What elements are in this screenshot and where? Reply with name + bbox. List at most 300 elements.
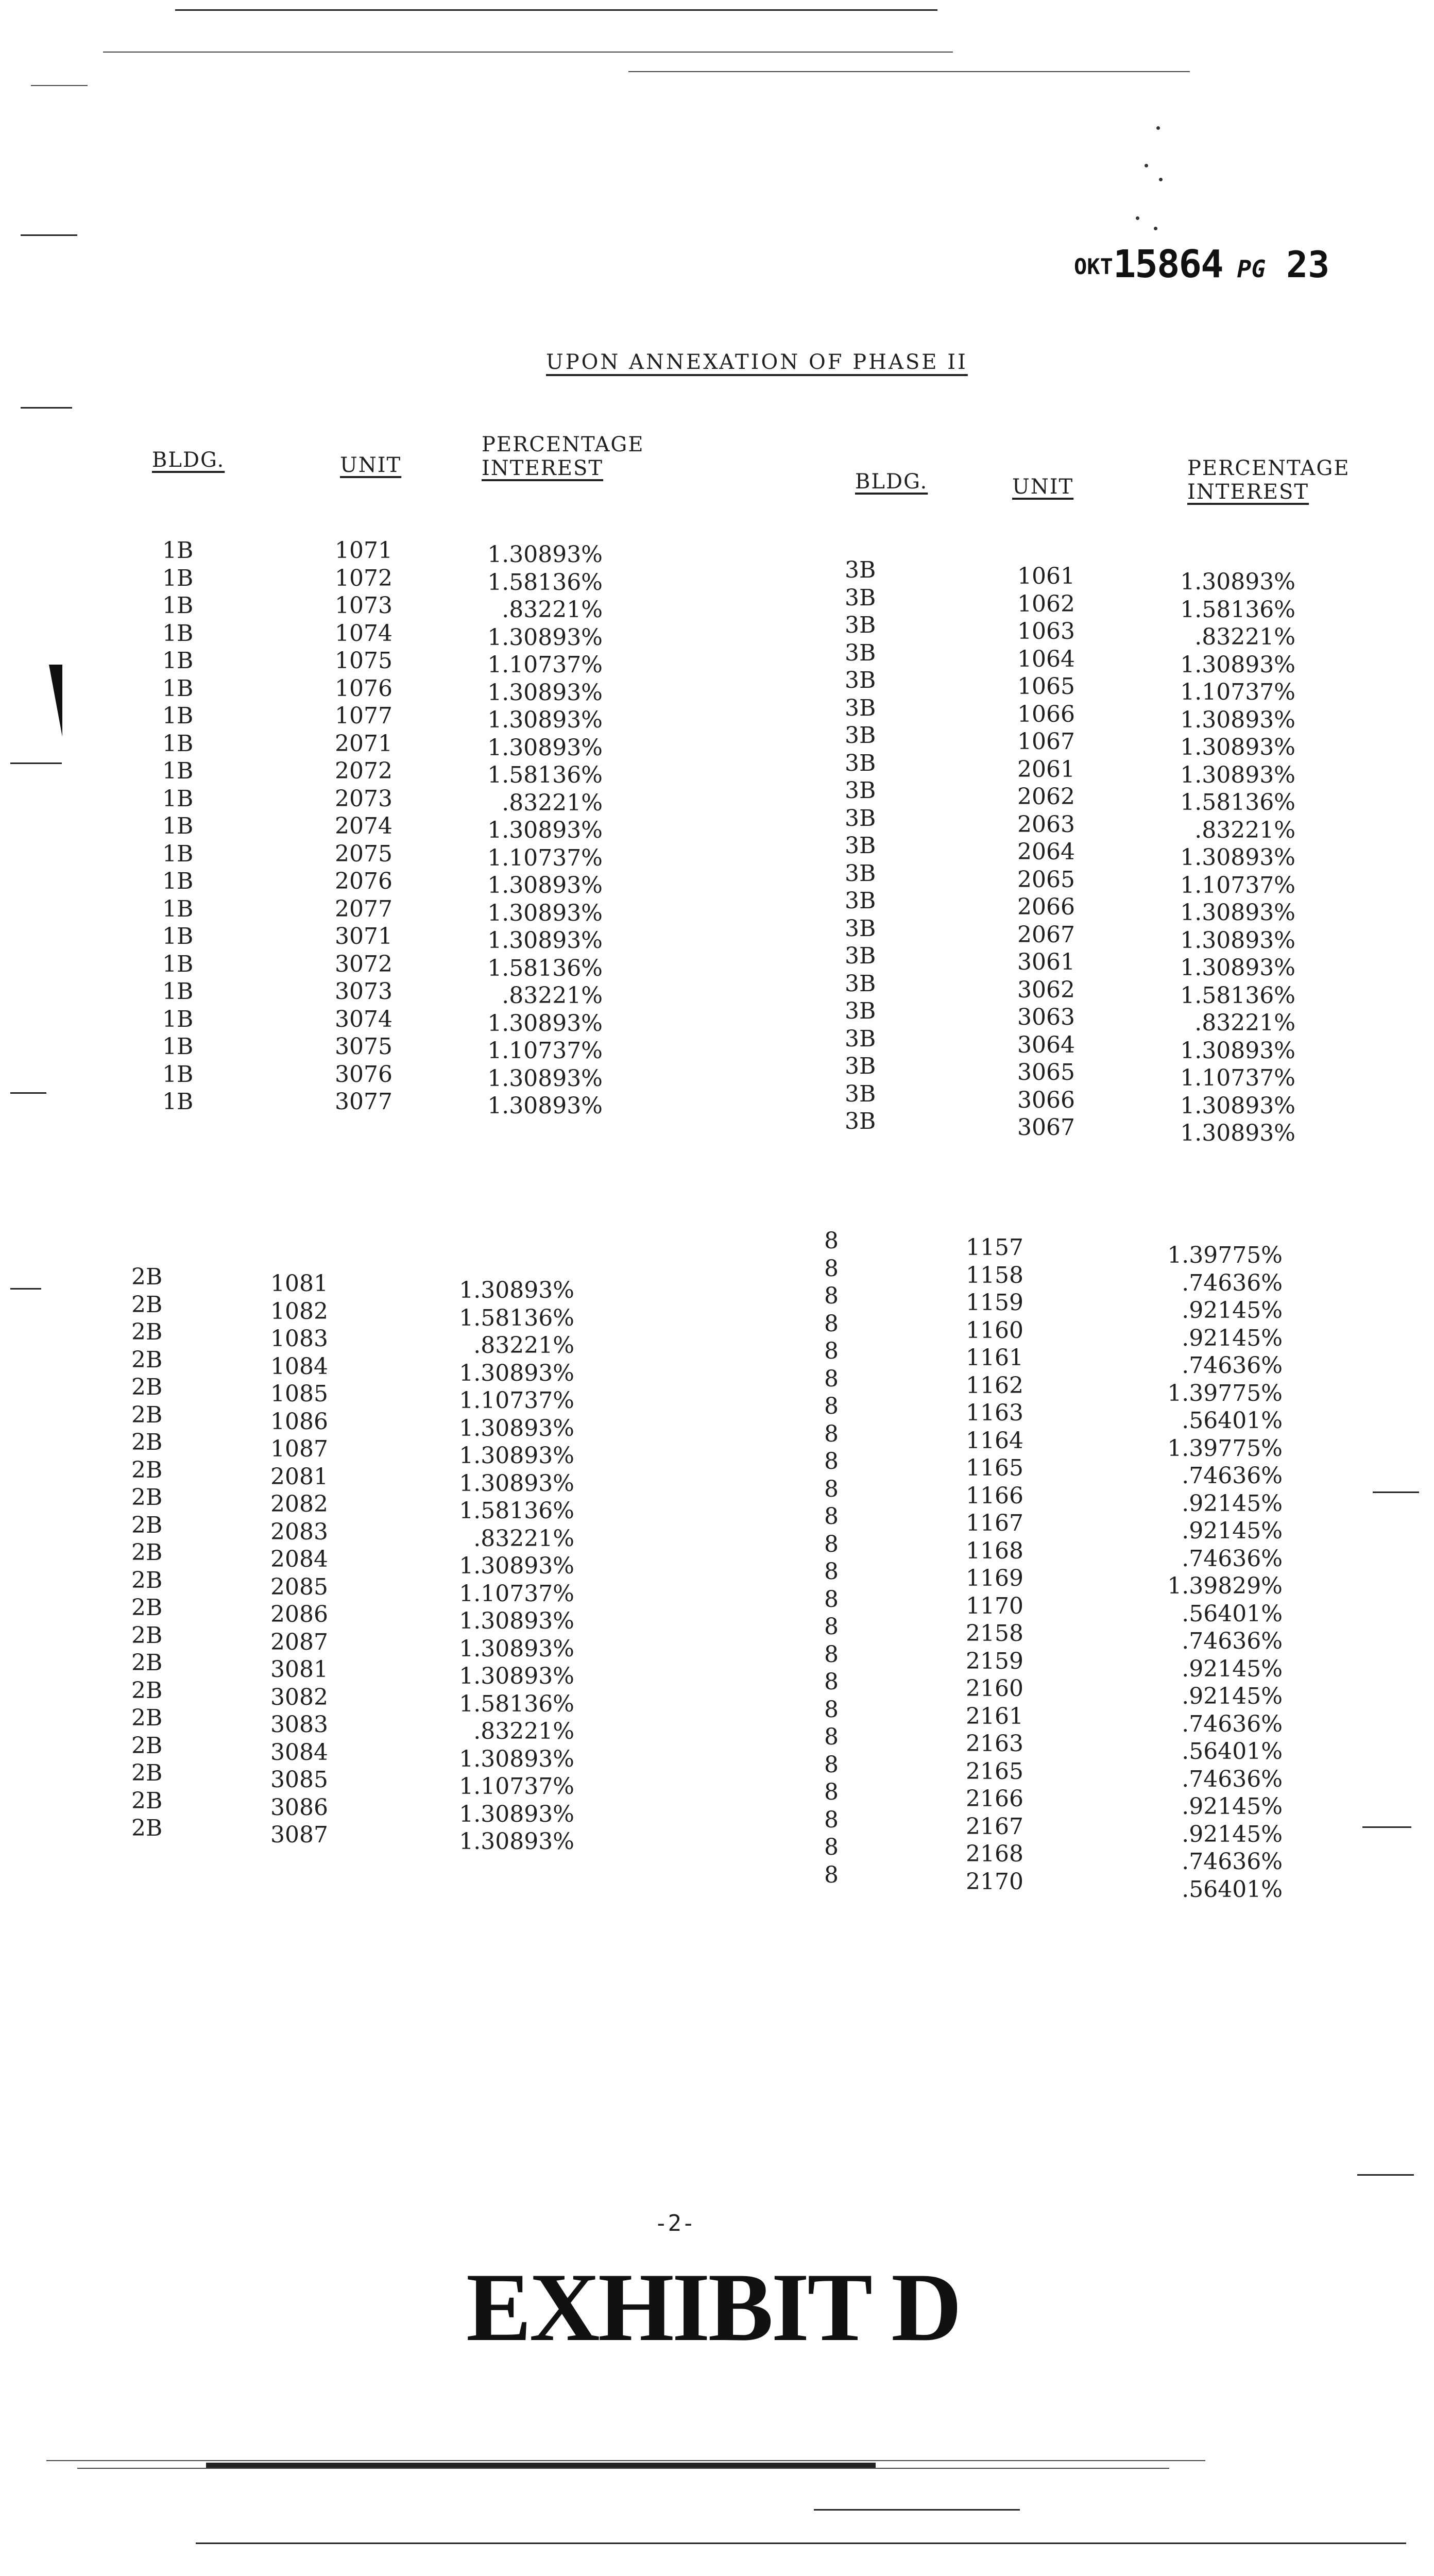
unit-cell: 2083 xyxy=(270,1518,328,1545)
unit-cell: 3074 xyxy=(335,1006,392,1032)
bldg-cell: 1B xyxy=(162,785,194,812)
percentage-cell: 1.58136% xyxy=(1180,982,1295,1009)
bldg-cell: 8 xyxy=(824,1834,839,1860)
bldg-cell: 3B xyxy=(845,860,876,887)
scan-artifact-dot xyxy=(1156,126,1160,130)
bldg-cell: 2B xyxy=(131,1760,163,1786)
unit-cell: 2158 xyxy=(966,1620,1023,1647)
unit-cell: 2064 xyxy=(1017,839,1075,865)
bldg-cell: 3B xyxy=(845,805,876,832)
bldg-cell: 8 xyxy=(824,1531,839,1557)
unit-cell: 3087 xyxy=(270,1822,328,1848)
bldg-cell: 1B xyxy=(162,703,194,729)
unit-cell: 1164 xyxy=(966,1427,1023,1454)
percentage-cell: .83221% xyxy=(502,789,603,816)
percentage-cell: .92145% xyxy=(1182,1490,1283,1517)
bldg-cell: 1B xyxy=(162,1033,194,1060)
percentage-cell: 1.30893% xyxy=(459,1608,574,1634)
unit-cell: 2067 xyxy=(1017,921,1075,948)
page-prefix: PG xyxy=(1237,255,1266,283)
percentage-cell: 1.39775% xyxy=(1167,1435,1283,1462)
percentage-cell: .92145% xyxy=(1182,1325,1283,1351)
percentage-cell: 1.30893% xyxy=(459,1828,574,1855)
bldg-cell: 1B xyxy=(162,895,194,922)
bldg-cell: 8 xyxy=(824,1393,839,1419)
unit-cell: 2161 xyxy=(966,1703,1023,1730)
bldg-cell: 8 xyxy=(824,1283,839,1309)
bldg-cell: 1B xyxy=(162,868,194,894)
unit-cell: 2072 xyxy=(335,758,392,784)
percentage-cell: 1.30893% xyxy=(1180,569,1295,595)
percentage-cell: 1.30893% xyxy=(1180,844,1295,871)
percentage-cell: 1.30893% xyxy=(487,1065,603,1092)
bldg-cell: 2B xyxy=(131,1650,163,1676)
unit-cell: 2076 xyxy=(335,868,392,894)
page-title: UPON ANNEXATION OF PHASE II xyxy=(546,350,968,374)
bldg-cell: 2B xyxy=(131,1374,163,1400)
scan-artifact-dot xyxy=(1154,227,1157,230)
unit-cell: 2071 xyxy=(335,730,392,757)
bldg-cell: 3B xyxy=(845,1025,876,1052)
scan-artifact-line xyxy=(206,2463,876,2468)
percentage-cell: .92145% xyxy=(1182,1518,1283,1544)
bldg-cell: 8 xyxy=(824,1724,839,1750)
percentage-cell: 1.10737% xyxy=(459,1387,574,1414)
scan-artifact-line xyxy=(175,9,937,11)
bldg-cell: 1B xyxy=(162,1061,194,1088)
percentage-cell: 1.58136% xyxy=(487,569,603,596)
unit-cell: 1083 xyxy=(270,1326,328,1352)
bldg-cell: 2B xyxy=(131,1346,163,1373)
scan-artifact-line xyxy=(21,407,72,409)
bldg-cell: 8 xyxy=(824,1338,839,1364)
pct-column-2b xyxy=(425,1277,574,1856)
unit-column-3b xyxy=(1017,563,1075,1142)
page-number: -2- xyxy=(654,2210,695,2236)
unit-cell: 3064 xyxy=(1017,1031,1075,1058)
unit-cell: 2087 xyxy=(270,1629,328,1655)
unit-column-8 xyxy=(966,1234,1023,1895)
unit-cell: 1159 xyxy=(966,1290,1023,1316)
bldg-cell: 2B xyxy=(131,1512,163,1538)
unit-cell: 3063 xyxy=(1017,1004,1075,1030)
percentage-cell: .83221% xyxy=(473,1332,574,1359)
unit-cell: 1169 xyxy=(966,1565,1023,1591)
unit-cell: 2061 xyxy=(1017,756,1075,783)
unit-cell: 1160 xyxy=(966,1317,1023,1344)
unit-cell: 2170 xyxy=(966,1868,1023,1895)
bldg-header-1b: BLDG. xyxy=(152,448,225,472)
unit-cell: 3072 xyxy=(335,951,392,977)
unit-cell: 1074 xyxy=(335,620,392,647)
bldg-cell: 8 xyxy=(824,1641,839,1668)
unit-cell: 1166 xyxy=(966,1482,1023,1509)
exhibit-label: EXHIBIT D xyxy=(466,2253,960,2362)
bldg-cell: 2B xyxy=(131,1429,163,1455)
bldg-cell: 1B xyxy=(162,675,194,702)
unit-cell: 1071 xyxy=(335,537,392,564)
unit-cell: 1063 xyxy=(1017,618,1075,645)
percentage-cell: .92145% xyxy=(1182,1821,1283,1848)
unit-cell: 1077 xyxy=(335,703,392,729)
unit-cell: 3077 xyxy=(335,1089,392,1115)
bldg-cell: 3B xyxy=(845,750,876,776)
percentage-cell: 1.10737% xyxy=(1180,1065,1295,1091)
bldg-cell: 8 xyxy=(824,1255,839,1282)
percentage-cell: 1.10737% xyxy=(459,1580,574,1607)
unit-cell: 1157 xyxy=(966,1234,1023,1261)
percentage-cell: 1.58136% xyxy=(487,955,603,981)
scan-artifact-line xyxy=(10,762,62,764)
unit-cell: 2160 xyxy=(966,1675,1023,1702)
bldg-cell: 8 xyxy=(824,1503,839,1530)
percentage-cell: .56401% xyxy=(1182,1600,1283,1627)
percentage-cell: .74636% xyxy=(1182,1463,1283,1489)
percentage-cell: 1.30893% xyxy=(487,927,603,954)
percentage-cell: 1.30893% xyxy=(459,1635,574,1662)
bldg-cell: 1B xyxy=(162,592,194,619)
percentage-cell: 1.30893% xyxy=(487,624,603,651)
unit-cell: 3083 xyxy=(270,1711,328,1738)
percentage-cell: .83221% xyxy=(1194,1010,1295,1036)
unit-cell: 2082 xyxy=(270,1491,328,1517)
pct-header-3b: PERCENTAGE INTEREST xyxy=(1187,456,1350,504)
bldg-cell: 8 xyxy=(824,1420,839,1447)
scan-artifact-line xyxy=(1362,1826,1411,1828)
percentage-cell: 1.30893% xyxy=(459,1470,574,1497)
percentage-cell: 1.30893% xyxy=(487,1093,603,1119)
unit-cell: 1061 xyxy=(1017,563,1075,589)
percentage-cell: 1.58136% xyxy=(1180,789,1295,816)
percentage-cell: .74636% xyxy=(1182,1352,1283,1379)
unit-cell: 2166 xyxy=(966,1786,1023,1812)
unit-cell: 3066 xyxy=(1017,1087,1075,1113)
bldg-cell: 3B xyxy=(845,584,876,611)
bldg-cell: 3B xyxy=(845,943,876,969)
unit-cell: 3071 xyxy=(335,923,392,950)
bldg-column-3b xyxy=(845,556,876,1136)
scan-artifact-line xyxy=(21,234,77,236)
bldg-cell: 1B xyxy=(162,758,194,784)
bldg-cell: 3B xyxy=(845,888,876,914)
percentage-cell: 1.30893% xyxy=(459,1801,574,1827)
percentage-cell: 1.30893% xyxy=(487,872,603,899)
unit-cell: 2165 xyxy=(966,1758,1023,1785)
unit-cell: 3082 xyxy=(270,1684,328,1710)
scan-artifact-line xyxy=(1357,2174,1414,2176)
unit-column-2b xyxy=(270,1270,328,1849)
unit-header-1b: UNIT xyxy=(340,453,402,477)
bldg-cell: 2B xyxy=(131,1264,163,1290)
bldg-cell: 3B xyxy=(845,722,876,749)
scan-artifact-line xyxy=(628,71,1190,72)
bldg-cell: 1B xyxy=(162,620,194,647)
docket-prefix: OKT xyxy=(1074,254,1113,279)
percentage-cell: .83221% xyxy=(502,597,603,623)
unit-column-1b xyxy=(335,537,392,1116)
bldg-cell: 3B xyxy=(845,970,876,997)
unit-cell: 3084 xyxy=(270,1739,328,1766)
bldg-cell: 8 xyxy=(824,1586,839,1613)
percentage-cell: .74636% xyxy=(1182,1269,1283,1296)
percentage-cell: .83221% xyxy=(1194,624,1295,650)
unit-cell: 3073 xyxy=(335,978,392,1005)
bldg-cell: 3B xyxy=(845,1053,876,1079)
bldg-cell: 3B xyxy=(845,777,876,804)
percentage-cell: .83221% xyxy=(502,982,603,1009)
percentage-cell: .83221% xyxy=(1194,817,1295,843)
unit-cell: 2063 xyxy=(1017,811,1075,838)
bldg-cell: 2B xyxy=(131,1787,163,1814)
scan-artifact-line xyxy=(10,1288,41,1290)
unit-cell: 3062 xyxy=(1017,976,1075,1003)
unit-cell: 1082 xyxy=(270,1298,328,1325)
bldg-cell: 2B xyxy=(131,1539,163,1566)
bldg-cell: 8 xyxy=(824,1669,839,1695)
bldg-cell: 8 xyxy=(824,1476,839,1502)
scan-artifact-dot xyxy=(1136,216,1139,220)
scan-artifact-mark xyxy=(49,665,62,737)
percentage-cell: 1.10737% xyxy=(459,1773,574,1800)
bldg-cell: 1B xyxy=(162,840,194,867)
percentage-cell: 1.30893% xyxy=(459,1745,574,1772)
percentage-cell: 1.30893% xyxy=(1180,927,1295,954)
percentage-cell: .74636% xyxy=(1182,1545,1283,1572)
pct-column-1b xyxy=(453,541,603,1120)
percentage-cell: 1.30893% xyxy=(487,679,603,706)
percentage-cell: 1.30893% xyxy=(1180,761,1295,788)
percentage-cell: 1.30893% xyxy=(459,1443,574,1469)
bldg-cell: 2B xyxy=(131,1595,163,1621)
unit-cell: 2074 xyxy=(335,813,392,839)
bldg-cell: 2B xyxy=(131,1622,163,1649)
bldg-column-1b xyxy=(162,537,193,1116)
bldg-cell: 1B xyxy=(162,565,194,591)
unit-cell: 1158 xyxy=(966,1262,1023,1289)
percentage-cell: 1.58136% xyxy=(459,1690,574,1717)
percentage-cell: .74636% xyxy=(1182,1849,1283,1875)
percentage-cell: 1.30893% xyxy=(1180,955,1295,981)
unit-cell: 1168 xyxy=(966,1537,1023,1564)
bldg-cell: 1B xyxy=(162,1006,194,1032)
unit-cell: 2075 xyxy=(335,840,392,867)
unit-header-3b: UNIT xyxy=(1012,475,1074,499)
bldg-cell: 2B xyxy=(131,1705,163,1731)
percentage-cell: .92145% xyxy=(1182,1655,1283,1682)
scan-artifact-line xyxy=(814,2509,1020,2511)
unit-cell: 1062 xyxy=(1017,590,1075,617)
percentage-cell: 1.58136% xyxy=(1180,596,1295,623)
percentage-cell: .92145% xyxy=(1182,1793,1283,1820)
percentage-cell: 1.30893% xyxy=(459,1553,574,1579)
unit-cell: 1162 xyxy=(966,1372,1023,1399)
bldg-cell: 8 xyxy=(824,1779,839,1805)
percentage-cell: 1.30893% xyxy=(1180,1092,1295,1119)
percentage-cell: 1.30893% xyxy=(459,1277,574,1303)
scan-artifact-line xyxy=(31,85,88,86)
percentage-cell: .56401% xyxy=(1182,1408,1283,1434)
bldg-cell: 2B xyxy=(131,1456,163,1483)
bldg-cell: 2B xyxy=(131,1291,163,1318)
bldg-cell: 2B xyxy=(131,1567,163,1594)
bldg-cell: 3B xyxy=(845,998,876,1024)
bldg-cell: 3B xyxy=(845,612,876,638)
bldg-cell: 2B xyxy=(131,1401,163,1428)
bldg-cell: 3B xyxy=(845,639,876,666)
scan-artifact-line xyxy=(46,2460,1205,2461)
unit-cell: 1170 xyxy=(966,1592,1023,1619)
bldg-cell: 2B xyxy=(131,1319,163,1345)
bldg-cell: 2B xyxy=(131,1732,163,1759)
bldg-cell: 8 xyxy=(824,1614,839,1640)
percentage-cell: 1.30893% xyxy=(487,707,603,733)
scan-artifact-line xyxy=(1373,1492,1419,1493)
bldg-cell: 3B xyxy=(845,694,876,721)
bldg-cell: 3B xyxy=(845,1080,876,1107)
bldg-cell: 1B xyxy=(162,1089,194,1115)
bldg-cell: 1B xyxy=(162,537,194,564)
percentage-cell: 1.10737% xyxy=(1180,679,1295,705)
bldg-cell: 1B xyxy=(162,813,194,839)
percentage-cell: 1.30893% xyxy=(459,1360,574,1386)
scan-artifact-line xyxy=(196,2543,1406,2544)
percentage-cell: 1.39829% xyxy=(1167,1573,1283,1599)
unit-cell: 2085 xyxy=(270,1573,328,1600)
unit-cell: 3076 xyxy=(335,1061,392,1088)
percentage-cell: 1.30893% xyxy=(487,734,603,761)
percentage-cell: .92145% xyxy=(1182,1683,1283,1709)
unit-cell: 2081 xyxy=(270,1463,328,1490)
bldg-column-8 xyxy=(824,1227,839,1889)
percentage-cell: .92145% xyxy=(1182,1297,1283,1324)
percentage-cell: 1.10737% xyxy=(1180,872,1295,899)
unit-cell: 2065 xyxy=(1017,866,1075,893)
percentage-cell: .56401% xyxy=(1182,1876,1283,1903)
unit-cell: 3081 xyxy=(270,1656,328,1683)
percentage-cell: 1.30893% xyxy=(1180,706,1295,733)
percentage-cell: 1.58136% xyxy=(459,1304,574,1331)
unit-cell: 2062 xyxy=(1017,784,1075,810)
percentage-cell: .56401% xyxy=(1182,1738,1283,1765)
percentage-cell: 1.30893% xyxy=(1180,651,1295,678)
percentage-cell: 1.30893% xyxy=(487,817,603,843)
unit-cell: 2167 xyxy=(966,1813,1023,1840)
unit-cell: 1165 xyxy=(966,1455,1023,1481)
bldg-cell: 8 xyxy=(824,1806,839,1833)
percentage-cell: 1.39775% xyxy=(1167,1242,1283,1268)
unit-cell: 1073 xyxy=(335,592,392,619)
bldg-cell: 3B xyxy=(845,915,876,942)
percentage-cell: .83221% xyxy=(473,1718,574,1744)
unit-cell: 1066 xyxy=(1017,701,1075,727)
bldg-cell: 1B xyxy=(162,730,194,757)
unit-cell: 3067 xyxy=(1017,1114,1075,1141)
percentage-cell: 1.58136% xyxy=(487,762,603,788)
percentage-cell: 1.30893% xyxy=(459,1663,574,1689)
unit-cell: 3061 xyxy=(1017,949,1075,975)
percentage-cell: 1.30893% xyxy=(487,1010,603,1037)
bldg-cell: 3B xyxy=(845,667,876,693)
percentage-cell: 1.30893% xyxy=(1180,900,1295,926)
scan-artifact-line xyxy=(10,1092,46,1094)
unit-cell: 3085 xyxy=(270,1767,328,1793)
unit-cell: 2073 xyxy=(335,785,392,812)
bldg-cell: 1B xyxy=(162,648,194,674)
bldg-cell: 3B xyxy=(845,1108,876,1134)
percentage-cell: 1.30893% xyxy=(487,541,603,568)
unit-cell: 3086 xyxy=(270,1794,328,1821)
bldg-cell: 8 xyxy=(824,1228,839,1254)
scan-artifact-dot xyxy=(1145,164,1148,167)
bldg-cell: 8 xyxy=(824,1365,839,1392)
bldg-cell: 2B xyxy=(131,1815,163,1841)
unit-cell: 1087 xyxy=(270,1436,328,1462)
bldg-cell: 1B xyxy=(162,978,194,1005)
scan-artifact-dot xyxy=(1159,178,1163,181)
unit-cell: 2084 xyxy=(270,1546,328,1572)
pct-column-3b xyxy=(1143,568,1295,1147)
percentage-cell: 1.30893% xyxy=(1180,1120,1295,1146)
scan-artifact-line xyxy=(77,2468,1169,2469)
pct-column-8 xyxy=(1128,1242,1283,1903)
book-number: 15864 xyxy=(1113,242,1223,286)
unit-cell: 1085 xyxy=(270,1381,328,1407)
percentage-cell: 1.58136% xyxy=(459,1498,574,1524)
percentage-cell: 1.30893% xyxy=(1180,734,1295,760)
percentage-cell: 1.10737% xyxy=(487,1038,603,1064)
bldg-cell: 2B xyxy=(131,1677,163,1704)
unit-cell: 2168 xyxy=(966,1841,1023,1867)
unit-cell: 2159 xyxy=(966,1648,1023,1674)
percentage-cell: 1.39775% xyxy=(1167,1380,1283,1406)
unit-cell: 3065 xyxy=(1017,1059,1075,1086)
unit-cell: 1084 xyxy=(270,1353,328,1380)
bldg-cell: 8 xyxy=(824,1558,839,1585)
percentage-cell: 1.30893% xyxy=(1180,1037,1295,1064)
bldg-cell: 3B xyxy=(845,833,876,859)
bldg-cell: 8 xyxy=(824,1448,839,1475)
unit-cell: 3075 xyxy=(335,1033,392,1060)
unit-cell: 1064 xyxy=(1017,646,1075,672)
bldg-cell: 8 xyxy=(824,1696,839,1723)
unit-cell: 1161 xyxy=(966,1345,1023,1371)
percentage-cell: 1.30893% xyxy=(459,1415,574,1442)
unit-cell: 2086 xyxy=(270,1601,328,1628)
unit-cell: 1076 xyxy=(335,675,392,702)
bldg-cell: 2B xyxy=(131,1484,163,1511)
percentage-cell: 1.10737% xyxy=(487,844,603,871)
bldg-cell: 1B xyxy=(162,923,194,950)
percentage-cell: .74636% xyxy=(1182,1766,1283,1792)
recording-stamp xyxy=(1074,242,1329,286)
unit-cell: 1163 xyxy=(966,1400,1023,1426)
bldg-cell: 3B xyxy=(845,557,876,583)
bldg-cell: 8 xyxy=(824,1751,839,1778)
percentage-cell: .74636% xyxy=(1182,1710,1283,1737)
pct-header-1b: PERCENTAGE INTEREST xyxy=(482,433,644,480)
unit-cell: 1086 xyxy=(270,1408,328,1435)
bldg-header-3b: BLDG. xyxy=(855,470,928,494)
percentage-cell: 1.30893% xyxy=(487,900,603,926)
bldg-cell: 1B xyxy=(162,951,194,977)
page-number-stamp: 23 xyxy=(1286,244,1330,286)
unit-cell: 1067 xyxy=(1017,728,1075,755)
bldg-cell: 8 xyxy=(824,1861,839,1888)
scan-artifact-line xyxy=(103,52,953,53)
unit-cell: 2066 xyxy=(1017,894,1075,920)
percentage-cell: .74636% xyxy=(1182,1628,1283,1654)
percentage-cell: 1.10737% xyxy=(487,652,603,678)
